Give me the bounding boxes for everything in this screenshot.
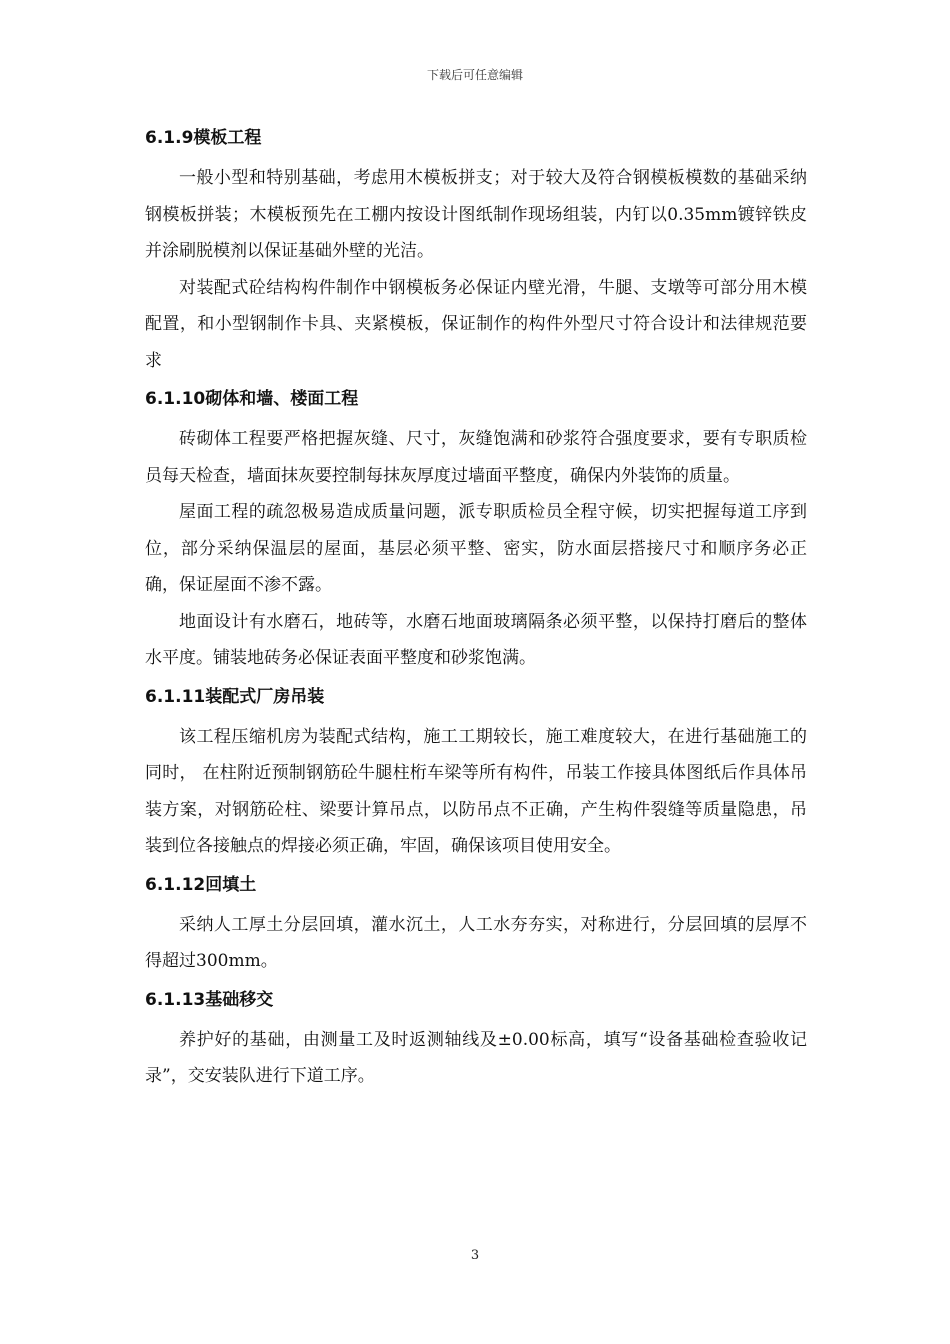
paragraph: 采纳人工厚土分层回填，灌水沉土，人工水夯夯实，对称进行，分层回填的层厚不得超过300mm。	[145, 914, 807, 971]
section-heading: 6.1.13基础移交	[145, 989, 274, 1010]
paragraph: 地面设计有水磨石，地砖等，水磨石地面玻璃隔条必须平整，以保持打磨后的整体水平度。铺装地砖务必保证表面平整度和砂浆饱满。	[145, 611, 807, 668]
section-heading: 6.1.9模板工程	[145, 128, 262, 148]
section-formwork	[145, 126, 807, 379]
section-heading: 6.1.11装配式厂房吊装	[145, 686, 325, 707]
section-hoisting	[145, 685, 807, 865]
header-note: 下载后可任意编辑	[426, 68, 523, 82]
paragraph: 养护好的基础，由测量工及时返测轴线及±0.00标高，填写“设备基础检查验收记录”，交安装队进行下道工序。	[145, 1029, 807, 1086]
section-heading: 6.1.12回填土	[145, 874, 257, 895]
section-backfill	[145, 873, 807, 980]
paragraph: 砖砌体工程要严格把握灰缝、尺寸，灰缝饱满和砂浆符合强度要求，要有专职质检员每天检查，墙面抹灰要控制每抹灰厚度过墙面平整度，确保内外装饰的质量。	[145, 429, 807, 486]
paragraph: 该工程压缩机房为装配式结构，施工工期较长，施工难度较大，在进行基础施工的同时， 在柱附近预制钢筋砼牛腿柱桁车梁等所有构件，吊装工作接具体图纸后作具体吊装方案，对钢筋砼柱、梁要计算吊点，以防吊点不正确，产生构件裂缝等质量隐患，吊装到位各接触点的焊接必须正确，牢固，确保该项目使用安全。	[145, 726, 807, 856]
paragraph: 对装配式砼结构构件制作中钢模板务必保证内壁光滑，牛腿、支墩等可部分用木模配置，和小型钢制作卡具、夹紧模板，保证制作的构件外型尺寸符合设计和法律规范要求	[145, 277, 807, 371]
section-heading: 6.1.10砌体和墙、楼面工程	[145, 389, 359, 409]
section-masonry-floor	[145, 387, 807, 677]
document-body	[145, 118, 807, 1095]
paragraph: 屋面工程的疏忽极易造成质量问题，派专职质检员全程守候，切实把握每道工序到位，部分采纳保温层的屋面，基层必须平整、密实，防水面层搭接尺寸和顺序务必正确，保证屋面不渗不露。	[145, 502, 807, 595]
page-number: 3	[470, 1248, 480, 1263]
paragraph: 一般小型和特别基础，考虑用木模板拼支；对于较大及符合钢模板模数的基础采纳钢模板拼装；木模板预先在工棚内按设计图纸制作现场组装，内钉以0.35mm镀锌铁皮并涂刷脱模剂以保证基础外壁的光洁。	[145, 168, 807, 261]
section-foundation-handover	[145, 988, 807, 1095]
